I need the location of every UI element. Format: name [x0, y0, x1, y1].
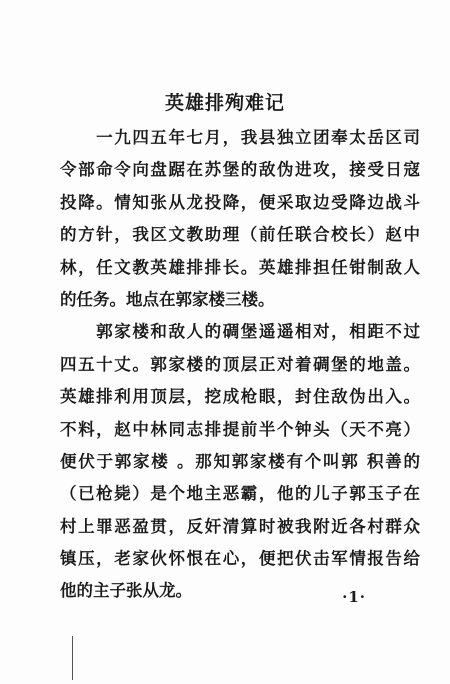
text-line: 的任务。地点在郭家楼三楼。	[60, 289, 275, 309]
page-number: ·1·	[342, 588, 366, 606]
text-line: 郭家楼和敌人的碉堡遥遥相对，相距不过	[60, 322, 420, 342]
text-line: 投降。情知张从龙投降，便采取边受降边战斗	[60, 192, 420, 212]
page-title: 英雄排殉难记	[164, 92, 285, 114]
body-text	[60, 122, 420, 608]
text-line: 一九四五年七月，我县独立团奉太岳区司	[60, 128, 420, 147]
text-line: 的方针，我区文教助理（前任联合校长）赵中	[60, 225, 420, 245]
text-line: 英雄排利用顶层，挖成枪眼，封住敌伪出入。	[60, 387, 420, 407]
text-line: 村上罪恶盈贯，反奸清算时被我附近各村群众	[60, 516, 420, 536]
text-line: （已枪毙）是个地主恶霸，他的儿子郭玉子在	[60, 484, 420, 504]
text-line: 不料，赵中林同志排提前半个钟头（天不亮）	[60, 419, 420, 439]
text-line: 镇压，老家伙怀恨在心，便把伏击军情报告给	[60, 549, 420, 569]
text-line: 四五十丈。郭家楼的顶层正对着碉堡的地盖。	[60, 354, 420, 374]
text-line: 便伏于郭家楼 。那知郭家楼有个叫郭 积善的	[60, 451, 420, 471]
text-line: 林，任文教英雄排排长。英雄排担任钳制敌人	[60, 257, 420, 277]
text-line: 令部命令向盘踞在苏堡的敌伪进攻，接受日寇	[60, 160, 420, 180]
text-line: 他的主子张从龙。	[60, 581, 192, 601]
margin-mark	[72, 636, 73, 680]
